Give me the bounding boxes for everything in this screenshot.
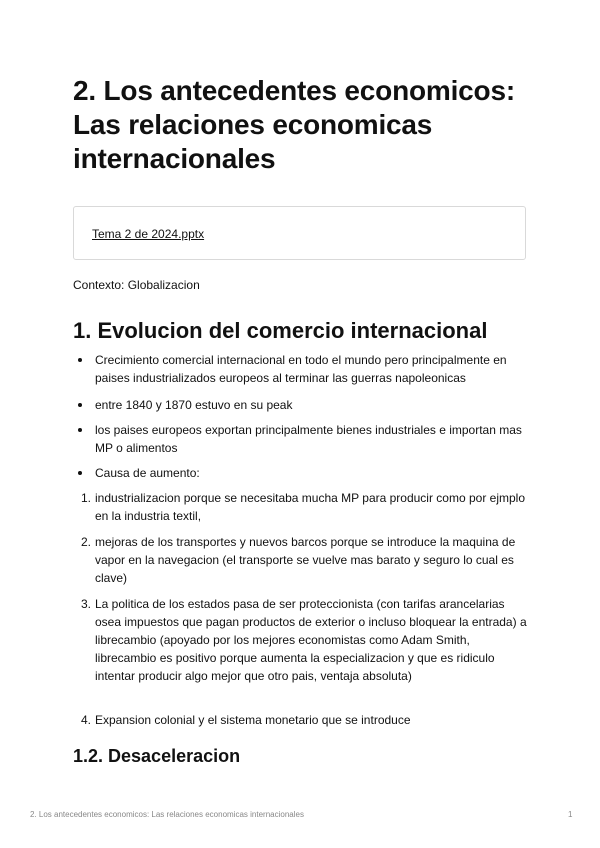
- attachment-link[interactable]: Tema 2 de 2024.pptx: [92, 227, 205, 241]
- list-item-text: Causa de aumento:: [95, 466, 200, 480]
- number-marker: 4.: [80, 713, 91, 727]
- bullet-marker: [78, 358, 82, 362]
- list-item-text: Crecimiento comercial internacional en todo el mundo pero principalmente en paises industrializados europeos al terminar las guerras napoleonicas: [95, 353, 507, 385]
- page-title: 2. Los antecedentes economicos: Las relaciones economicas internacionales: [73, 75, 515, 174]
- subsection-heading: 1.2. Desaceleracion: [73, 746, 241, 766]
- context-text: Contexto: Globalizacion: [73, 278, 200, 292]
- bullet-marker: [78, 471, 82, 475]
- list-item-text: entre 1840 y 1870 estuvo en su peak: [95, 398, 293, 412]
- numbered-item-text: Expansion colonial y el sistema monetario que se introduce: [95, 713, 411, 727]
- list-item: [95, 464, 529, 482]
- number-marker: 1.: [80, 491, 91, 505]
- numbered-item: [80, 489, 529, 525]
- list-item: [95, 351, 529, 387]
- numbered-item: [80, 711, 529, 729]
- number-marker: 3.: [80, 597, 91, 611]
- numbered-item: [80, 533, 529, 587]
- page-footer: 2. Los antecedentes economicos: Las relaciones economicas internacionales: [30, 810, 304, 819]
- list-item: [95, 396, 529, 414]
- numbered-item-text: La politica de los estados pasa de ser proteccionista (con tarifas arancelarias osea impuestos que pagan productos de exterior o incluso bloquear la entrada) a librecambio (apoyado por los mejores economistas como Adam Smith, librecambio es positivo porque aumenta la especializacion y que es ridiculo intentar producir algo mejor que otro pais, ventaja absoluta): [95, 597, 527, 683]
- section-heading: 1. Evolucion del comercio internacional: [73, 318, 488, 343]
- bullet-marker: [78, 403, 82, 407]
- numbered-item-text: mejoras de los transportes y nuevos barcos porque se introduce la maquina de vapor en la navegacion (el transporte se vuelve mas barato y seguro lo cual es clave): [95, 535, 516, 585]
- list-item-text: los paises europeos exportan principalmente bienes industriales e importan mas MP o alimentos: [95, 423, 522, 455]
- bullet-marker: [78, 428, 82, 432]
- list-item: [95, 421, 529, 457]
- page-number: 1: [568, 810, 573, 819]
- attachment-card[interactable]: [73, 206, 526, 260]
- number-marker: 2.: [80, 535, 91, 549]
- numbered-item: [80, 595, 529, 685]
- numbered-item-text: industrializacion porque se necesitaba mucha MP para producir como por ejmplo en la industria textil,: [95, 491, 526, 523]
